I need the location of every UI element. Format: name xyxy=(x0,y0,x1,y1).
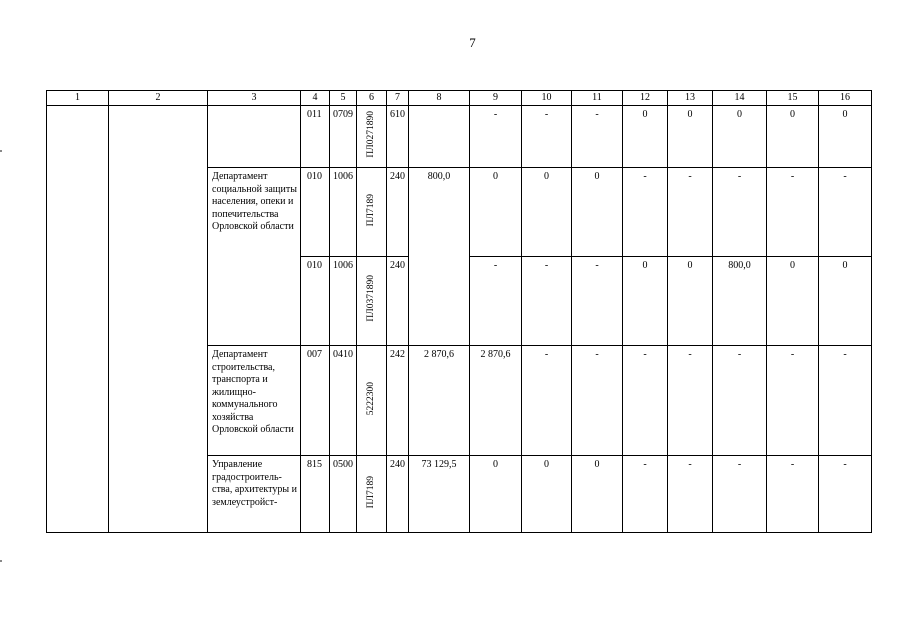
target-code-cell xyxy=(357,168,387,257)
target-code-cell xyxy=(357,106,387,168)
col1-cell xyxy=(47,106,109,533)
header-cell: 8 xyxy=(409,91,470,106)
code-cell: 240 xyxy=(387,168,409,257)
value-cell: 800,0 xyxy=(713,257,767,346)
target-code: 5222300 xyxy=(366,381,377,415)
header-cell: 13 xyxy=(668,91,713,106)
value-cell: 0 xyxy=(713,106,767,168)
budget-table-container xyxy=(46,90,872,533)
value-cell: 0 xyxy=(767,106,819,168)
target-code: ПЛ7189 xyxy=(366,193,377,226)
table-header-row xyxy=(47,91,872,106)
value-cell: - xyxy=(767,346,819,456)
value-cell: - xyxy=(470,257,522,346)
header-cell: 6 xyxy=(357,91,387,106)
value-cell: 0 xyxy=(470,456,522,533)
header-cell: 14 xyxy=(713,91,767,106)
value-cell: - xyxy=(623,456,668,533)
value-cell: 2 870,6 xyxy=(409,346,470,456)
department-cell: Департамент социальной защиты населения, опеки и попечительства Орловской области xyxy=(208,168,301,346)
header-cell: 3 xyxy=(208,91,301,106)
code-cell: 010 xyxy=(301,168,330,257)
value-cell: - xyxy=(668,346,713,456)
header-cell: 10 xyxy=(522,91,572,106)
col2-cell xyxy=(109,106,208,533)
value-cell: 0 xyxy=(623,257,668,346)
value-cell: - xyxy=(668,168,713,257)
department-cell xyxy=(208,106,301,168)
value-cell: - xyxy=(819,346,872,456)
header-cell: 9 xyxy=(470,91,522,106)
value-cell: 0 xyxy=(522,456,572,533)
value-cell: - xyxy=(713,168,767,257)
header-cell: 11 xyxy=(572,91,623,106)
value-cell: 0 xyxy=(819,257,872,346)
value-cell xyxy=(409,106,470,168)
target-code: ПЛ7189 xyxy=(366,475,377,508)
value-cell: - xyxy=(713,456,767,533)
value-cell: - xyxy=(522,257,572,346)
value-cell: - xyxy=(623,168,668,257)
target-code-cell xyxy=(357,257,387,346)
code-cell: 010 xyxy=(301,257,330,346)
header-cell: 1 xyxy=(47,91,109,106)
code-cell: 011 xyxy=(301,106,330,168)
value-cell: - xyxy=(767,456,819,533)
target-code-cell xyxy=(357,456,387,533)
margin-mark xyxy=(0,150,2,152)
target-code-cell xyxy=(357,346,387,456)
header-cell: 12 xyxy=(623,91,668,106)
value-cell: - xyxy=(572,257,623,346)
code-cell: 242 xyxy=(387,346,409,456)
value-cell: 0 xyxy=(572,456,623,533)
code-cell: 1006 xyxy=(330,257,357,346)
value-cell: - xyxy=(572,346,623,456)
value-cell: 0 xyxy=(767,257,819,346)
value-cell: 0 xyxy=(623,106,668,168)
target-code: ПЛ0371890 xyxy=(366,275,377,323)
code-cell: 007 xyxy=(301,346,330,456)
budget-table xyxy=(46,90,872,533)
code-cell: 240 xyxy=(387,257,409,346)
target-code: ПЛ0271890 xyxy=(366,110,377,158)
header-cell: 16 xyxy=(819,91,872,106)
value-cell: - xyxy=(522,346,572,456)
value-cell: - xyxy=(470,106,522,168)
code-cell: 240 xyxy=(387,456,409,533)
header-cell: 15 xyxy=(767,91,819,106)
code-cell: 815 xyxy=(301,456,330,533)
code-cell: 0410 xyxy=(330,346,357,456)
department-cell: Департамент строительства, транспорта и жилищно-коммунального хозяйства Орловской области xyxy=(208,346,301,456)
code-cell: 1006 xyxy=(330,168,357,257)
value-cell: - xyxy=(668,456,713,533)
header-cell: 7 xyxy=(387,91,409,106)
value-cell: - xyxy=(767,168,819,257)
page-number: 7 xyxy=(469,35,476,50)
value-cell: 2 870,6 xyxy=(470,346,522,456)
value-cell: 0 xyxy=(668,106,713,168)
value-cell: - xyxy=(819,168,872,257)
value-cell: 0 xyxy=(522,168,572,257)
header-cell: 4 xyxy=(301,91,330,106)
header-cell: 5 xyxy=(330,91,357,106)
value-cell: 73 129,5 xyxy=(409,456,470,533)
value-cell: 800,0 xyxy=(409,168,470,346)
value-cell: - xyxy=(522,106,572,168)
code-cell: 610 xyxy=(387,106,409,168)
department-cell: Управление градостроитель-ства, архитектуры и землеустройст- xyxy=(208,456,301,533)
value-cell: 0 xyxy=(668,257,713,346)
value-cell: - xyxy=(713,346,767,456)
code-cell: 0709 xyxy=(330,106,357,168)
table-row xyxy=(47,106,872,168)
value-cell: 0 xyxy=(819,106,872,168)
code-cell: 0500 xyxy=(330,456,357,533)
value-cell: - xyxy=(572,106,623,168)
value-cell: 0 xyxy=(572,168,623,257)
value-cell: 0 xyxy=(470,168,522,257)
header-cell: 2 xyxy=(109,91,208,106)
value-cell: - xyxy=(623,346,668,456)
value-cell: - xyxy=(819,456,872,533)
margin-mark xyxy=(0,560,2,562)
